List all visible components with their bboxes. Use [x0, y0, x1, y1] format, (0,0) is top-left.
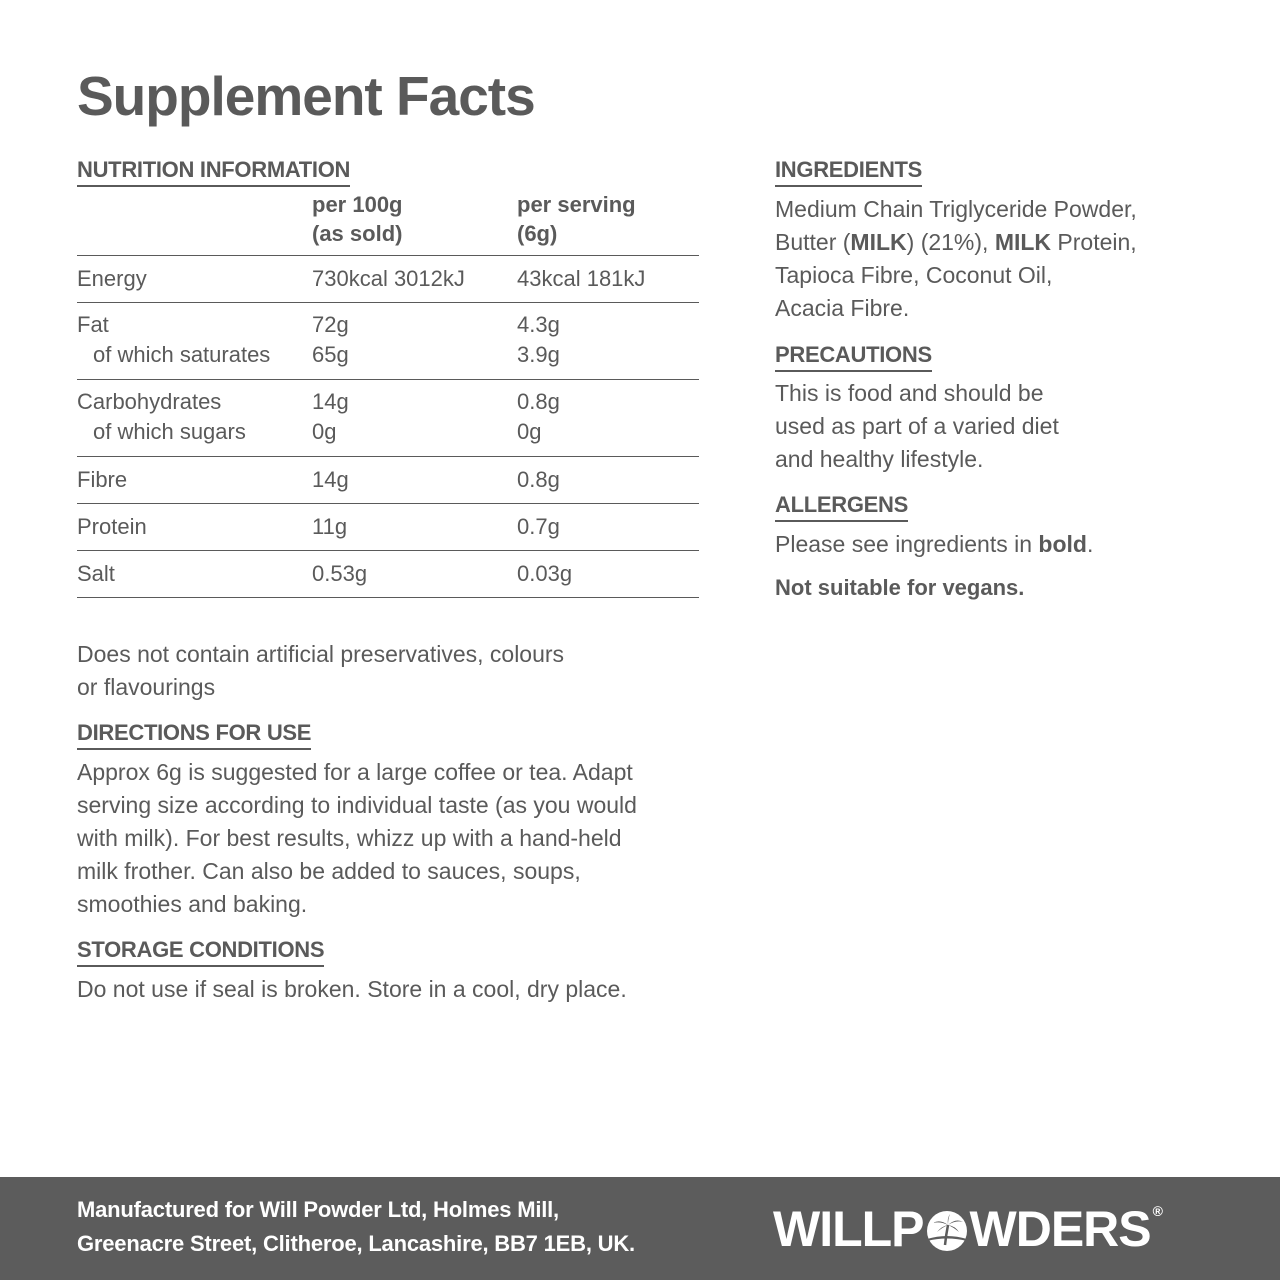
nutrient-name: Protein: [77, 504, 312, 551]
header-per-serving-line1: per serving: [517, 192, 636, 217]
ingredients-text: [775, 193, 1195, 325]
value-per-serving: 0.8g: [517, 457, 699, 504]
brand-logo-part2: WDERS: [969, 1201, 1151, 1257]
table-row: [77, 551, 699, 598]
storage-text: Do not use if seal is broken. Store in a cool, dry place.: [77, 976, 627, 1002]
nutrient-name: Carbohydrates: [77, 389, 222, 414]
precautions-line: This is food and should be: [775, 380, 1044, 406]
value-per-100g: 14g: [312, 389, 349, 414]
ingredients-text-segment: Butter (: [775, 229, 851, 255]
ingredients-line: Medium Chain Triglyceride Powder,: [775, 196, 1137, 222]
value-per-serving: 4.3g: [517, 312, 560, 337]
storage-heading: STORAGE CONDITIONS: [77, 937, 324, 967]
value-per-100g: 14g: [312, 457, 517, 504]
per-serving-cell: [517, 303, 699, 380]
preservatives-note-line1: Does not contain artificial preservatives, colours: [77, 641, 565, 667]
value-per-serving: 0.03g: [517, 551, 699, 598]
per-100g-cell: [312, 380, 517, 457]
allergen-bold-milk: MILK: [994, 229, 1052, 255]
sub-value-per-serving: 3.9g: [517, 342, 560, 367]
brand-logo: [773, 1199, 1162, 1259]
sub-value-per-100g: 65g: [312, 342, 349, 367]
footer-address-line1: Manufactured for Will Powder Ltd, Holmes Mill,: [77, 1197, 559, 1222]
value-per-100g: 11g: [312, 504, 517, 551]
directions-line: with milk). For best results, whizz up with a hand-held: [77, 825, 622, 851]
per-serving-cell: [517, 380, 699, 457]
ingredients-line: Acacia Fibre.: [775, 295, 910, 321]
header-per-100g: [312, 190, 517, 256]
ingredients-line: Tapioca Fibre, Coconut Oil,: [775, 262, 1053, 288]
table-row: [77, 256, 699, 303]
nutrition-header-row: [77, 190, 699, 256]
sub-value-per-100g: 0g: [312, 419, 337, 444]
ingredients-text-segment: Protein,: [1051, 229, 1137, 255]
directions-line: Approx 6g is suggested for a large coffee or tea. Adapt: [77, 759, 633, 785]
ingredients-line: [775, 226, 1195, 259]
precautions-line: and healthy lifestyle.: [775, 446, 984, 472]
footer: [0, 1177, 1280, 1280]
value-per-serving: 0.8g: [517, 389, 560, 414]
nutrient-cell: [77, 380, 312, 457]
nutrient-cell: [77, 303, 312, 380]
nutrient-name: Energy: [77, 256, 312, 303]
value-per-100g: 0.53g: [312, 551, 517, 598]
allergen-bold-milk: MILK: [850, 229, 907, 255]
ingredients-text-segment: ) (21%),: [906, 229, 995, 255]
allergens-heading: ALLERGENS: [775, 492, 908, 522]
value-per-serving: 43kcal 181kJ: [517, 256, 699, 303]
precautions-heading: PRECAUTIONS: [775, 342, 932, 372]
allergens-text-segment: .: [1086, 531, 1094, 557]
per-100g-cell: [312, 303, 517, 380]
footer-address-line2: Greenacre Street, Clitheroe, Lancashire, BB7 1EB, UK.: [77, 1231, 635, 1256]
directions-line: smoothies and baking.: [77, 891, 308, 917]
header-per-100g-line2: (as sold): [312, 221, 403, 246]
precautions-text: [775, 377, 1135, 476]
directions-text: [77, 756, 707, 921]
ingredients-heading: INGREDIENTS: [775, 157, 922, 187]
table-row: [77, 504, 699, 551]
precautions-line: used as part of a varied diet: [775, 413, 1059, 439]
table-row: [77, 303, 699, 380]
registered-mark: ®: [1152, 1203, 1162, 1219]
vegan-note: Not suitable for vegans.: [775, 575, 1025, 600]
sub-nutrient-name: of which saturates: [93, 342, 271, 367]
sub-nutrient-name: of which sugars: [93, 419, 246, 444]
preservatives-note: [77, 638, 697, 704]
table-row: [77, 380, 699, 457]
nutrition-heading: NUTRITION INFORMATION: [77, 157, 350, 187]
header-per-serving-line2: (6g): [517, 221, 558, 246]
directions-heading: DIRECTIONS FOR USE: [77, 720, 311, 750]
directions-line: milk frother. Can also be added to sauces, soups,: [77, 858, 581, 884]
nutrient-name: Fat: [77, 312, 109, 337]
nutrition-table: [77, 190, 699, 598]
allergens-text: [775, 528, 1195, 561]
allergens-bold-word: bold: [1038, 531, 1087, 557]
brand-logo-part1: WILLP: [773, 1201, 924, 1257]
footer-address: [77, 1193, 635, 1261]
value-per-100g: 72g: [312, 312, 349, 337]
table-row: [77, 457, 699, 504]
nutrient-name: Salt: [77, 551, 312, 598]
directions-line: serving size according to individual taste (as you would: [77, 792, 637, 818]
value-per-serving: 0.7g: [517, 504, 699, 551]
preservatives-note-line2: or flavourings: [77, 674, 216, 700]
header-per-serving: [517, 190, 699, 256]
value-per-100g: 730kcal 3012kJ: [312, 256, 517, 303]
nutrient-name: Fibre: [77, 457, 312, 504]
allergens-text-segment: Please see ingredients in: [775, 531, 1039, 557]
palm-tree-sun-icon: [925, 1207, 969, 1251]
header-name: [77, 190, 312, 256]
sub-value-per-serving: 0g: [517, 419, 542, 444]
page-title: Supplement Facts: [77, 65, 535, 127]
header-per-100g-line1: per 100g: [312, 192, 403, 217]
